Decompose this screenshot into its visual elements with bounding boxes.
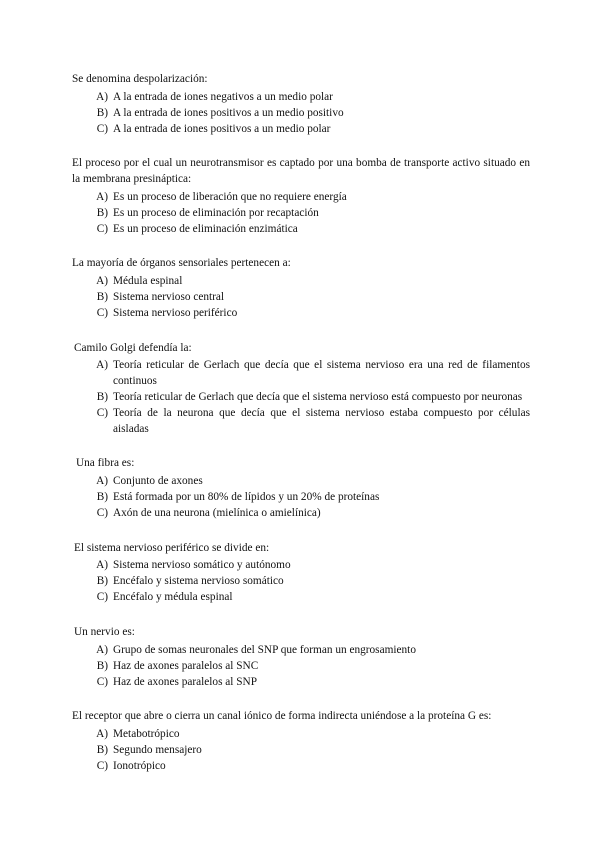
option-text: Teoría de la neurona que decía que el sistema nervioso estaba compuesto por células aisladas [113,407,530,435]
option-list [72,474,530,522]
option-letter: C) [96,122,108,135]
question-stem: El sistema nervioso periférico se divide en: [74,541,270,554]
option-c [72,406,530,437]
option-text: Teoría reticular de Gerlach que decía que el sistema nervioso era una red de filamentos continuos [113,359,530,387]
option-text: Encéfalo y sistema nervioso somático [113,575,284,588]
option-c [72,122,530,138]
option-c [72,675,530,691]
option-text: Encéfalo y médula espinal [113,591,233,604]
option-b [72,574,530,590]
question-3 [72,256,530,321]
question-stem: Una fibra es: [76,457,135,470]
option-text: Médula espinal [113,274,183,287]
question-stem: Camilo Golgi defendía la: [74,341,192,354]
option-letter: C) [96,222,108,235]
option-text: Es un proceso de eliminación enzimática [113,222,298,235]
option-letter: C) [96,591,108,604]
option-text: Axón de una neurona (mielínica o amielínica) [113,507,321,520]
option-letter: C) [96,675,108,688]
option-letter: A) [96,90,108,103]
option-text: A la entrada de iones positivos a un medio polar [113,122,331,135]
option-letter: A) [96,643,108,656]
option-a [72,274,530,290]
document-page [72,72,530,794]
option-letter: B) [96,106,108,119]
option-letter: A) [96,359,108,372]
option-b [72,206,530,222]
option-text: Teoría reticular de Gerlach que decía que el sistema nervioso está compuesto por neuronas [113,391,523,403]
option-text: Ionotrópico [113,760,166,773]
option-letter: A) [96,559,108,572]
option-b [72,659,530,675]
option-text: Haz de axones paralelos al SNP [113,675,257,688]
option-text: A la entrada de iones negativos a un medio polar [113,90,333,103]
option-letter: B) [96,206,108,219]
question-8 [72,709,530,774]
question-1 [72,72,530,137]
option-text: Grupo de somas neuronales del SNP que forman un engrosamiento [113,643,416,656]
question-6 [72,541,530,606]
option-letter: B) [96,391,108,403]
option-letter: A) [96,190,108,203]
option-text: Haz de axones paralelos al SNC [113,659,259,672]
option-list [72,558,530,606]
option-letter: A) [96,474,108,487]
option-b [72,743,530,759]
option-text: Sistema nervioso central [113,291,225,304]
question-5 [72,456,530,521]
option-a [72,643,530,659]
option-letter: B) [96,575,108,588]
option-text: Metabotrópico [113,728,180,740]
option-text: A la entrada de iones positivos a un medio positivo [113,106,344,119]
option-list [72,643,530,691]
option-letter: C) [96,307,108,320]
question-2 [72,156,530,237]
option-b [72,290,530,306]
option-text: Segundo mensajero [113,744,202,757]
option-list [72,727,530,775]
option-c [72,759,530,775]
option-a [72,90,530,106]
option-letter: B) [96,490,108,503]
option-text: Sistema nervioso periférico [113,307,238,320]
option-list [72,90,530,138]
option-b [72,106,530,122]
option-a [72,474,530,490]
option-c [72,590,530,606]
question-stem: Un nervio es: [74,626,135,639]
option-letter: A) [96,728,108,740]
option-c [72,222,530,238]
option-letter: B) [96,291,108,304]
option-text: Es un proceso de eliminación por recaptación [113,206,319,219]
option-a [72,190,530,206]
option-b [72,490,530,506]
question-stem: El proceso por el cual un neurotransmisor es captado por una bomba de transporte activo situado en la membrana presináptica: [72,157,530,185]
option-a [72,358,530,389]
option-text: Conjunto de axones [113,474,203,487]
option-a [72,727,530,743]
question-stem: Se denomina despolarización: [72,73,208,85]
question-4 [72,341,530,438]
option-c [72,306,530,322]
question-stem: La mayoría de órganos sensoriales pertenecen a: [72,257,291,270]
option-list [72,358,530,437]
option-text: Está formada por un 80% de lípidos y un 20% de proteínas [113,490,380,503]
option-letter: B) [96,659,108,672]
option-letter: C) [96,507,108,520]
option-b [72,390,530,406]
option-letter: B) [96,744,108,757]
option-letter: C) [96,760,108,773]
option-list [72,274,530,322]
option-text: Sistema nervioso somático y autónomo [113,559,291,572]
question-7 [72,625,530,690]
question-stem: El receptor que abre o cierra un canal iónico de forma indirecta uniéndose a la proteína G es: [72,710,492,723]
option-a [72,558,530,574]
option-c [72,506,530,522]
option-text: Es un proceso de liberación que no requiere energía [113,190,347,203]
option-list [72,190,530,238]
option-letter: C) [96,407,108,420]
option-letter: A) [96,274,108,287]
